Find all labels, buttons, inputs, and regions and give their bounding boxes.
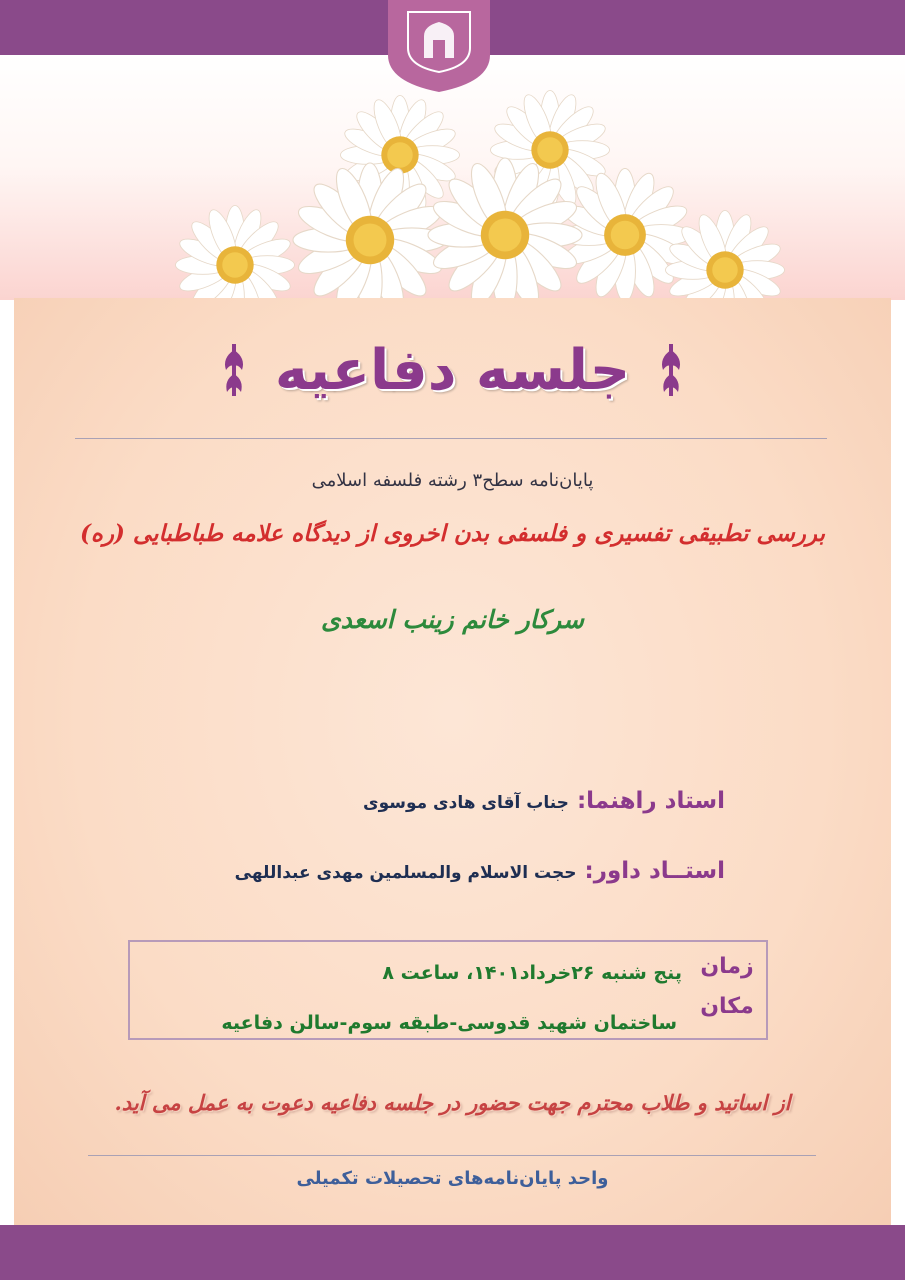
thesis-subtitle: پایان‌نامه سطح۳ رشته فلسفه اسلامی [311,470,594,491]
title-row [0,320,905,420]
schedule-labels [692,950,762,1024]
examiner-name: حجت الاسلام والمسلمین مهدی عبداللهی [234,863,577,883]
invitation-text: از اساتید و طلاب محترم جهت حضور در جلسه دفاعیه دعوت به عمل می آید. [114,1090,791,1115]
title-divider [75,438,827,439]
page-title: جلسه دفاعیه [274,337,631,403]
bottom-bar [0,1225,905,1280]
footer-divider [88,1155,816,1156]
ornament-left-icon [656,340,686,400]
examiner-row [235,858,725,884]
footer-unit: واحد پایان‌نامه‌های تحصیلات تکمیلی [296,1168,609,1189]
thesis-title: بررسی تطبیقی تفسیری و فلسفی بدن اخروی از دیدگاه علامه طباطبایی (ره) [80,520,825,547]
time-label: زمان [700,954,754,979]
advisor-label: استاد راهنما: [576,788,725,814]
time-value: پنج شنبه ۲۶خرداد۱۴۰۱، ساعت ۸ [382,962,682,984]
author-name: سرکار خانم زینب اسعدی [321,605,584,634]
ornament-right-icon [219,340,249,400]
place-label: مکان [700,994,754,1019]
place-value: ساختمان شهید قدوسی-طبقه سوم-سالن دفاعیه [221,1012,677,1034]
seal-emblem [378,0,500,92]
advisor-name: جناب آقای هادی موسوی [362,793,569,813]
advisor-row [363,788,725,814]
examiner-label: استــاد داور: [584,858,725,884]
